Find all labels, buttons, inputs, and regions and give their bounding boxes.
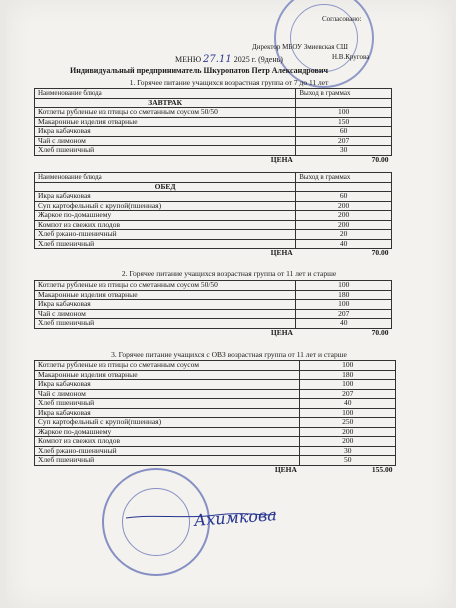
- table-row: Хлеб ржано-пшеничный 20: [35, 230, 392, 240]
- lunch-table: [34, 172, 392, 258]
- price-label: ЦЕНА: [270, 248, 293, 257]
- entrepreneur-name: Индивидуальный предприниматель Шкуропатов Петр Александрович: [70, 66, 328, 75]
- meal-label-lunch: ОБЕД: [35, 182, 296, 192]
- section3-table: [34, 360, 396, 474]
- table-row: Макаронные изделия отварные 180: [35, 370, 396, 380]
- price-label: ЦЕНА: [274, 465, 297, 474]
- approval-line-2: Директор МБОУ Змиевская СШ: [252, 43, 348, 51]
- col-name-header: Наименование блюда: [35, 173, 296, 183]
- table-row: Икра кабачковая 60: [35, 127, 392, 137]
- table-row: Макаронные изделия отварные 150: [35, 117, 392, 127]
- section1-title: 1. Горячее питание учащихся возрастная группа от 7 до 11 лет: [129, 78, 329, 87]
- table-row: Суп картофельный с крупой(пшенная) 250: [35, 418, 396, 428]
- col-name-header: Наименование блюда: [35, 89, 296, 99]
- price-value: 155.00: [371, 465, 393, 474]
- menu-date-line: [6, 54, 452, 65]
- table-row: Котлеты рубленые из птицы со сметанным соусом 50/50 100: [35, 281, 392, 291]
- price-value: 70.00: [371, 155, 389, 164]
- price-label: ЦЕНА: [270, 328, 293, 337]
- table-row: Хлеб пшеничный 40: [35, 399, 396, 409]
- price-value: 70.00: [371, 248, 389, 257]
- table-row: Макаронные изделия отварные 180: [35, 290, 392, 300]
- table-row: Икра кабачковая 100: [35, 408, 396, 418]
- table-row: Компот из свежих плодов 200: [35, 437, 396, 447]
- col-output-header: Выход в граммах: [296, 173, 392, 183]
- table-row: Чай с лимоном 207: [35, 309, 392, 319]
- table-row: Суп картофельный с крупой(пшенная) 200: [35, 201, 392, 211]
- section3-title: 3. Горячее питание учащихся с ОВЗ возрастная группа от 11 лет и старше: [111, 350, 347, 359]
- table-row: Хлеб пшеничный 40: [35, 239, 392, 249]
- table-row: Икра кабачковая 60: [35, 192, 392, 202]
- table-row: Икра кабачковая 100: [35, 380, 396, 390]
- col-output-header: Выход в граммах: [296, 89, 392, 99]
- signature: Ахимкова: [193, 505, 278, 530]
- approval-line-3: Н.В.Кругова: [332, 53, 370, 61]
- table-row: Чай с лимоном 207: [35, 136, 392, 146]
- menu-year: 2025 г. (9день): [233, 55, 283, 64]
- price-value: 70.00: [371, 328, 389, 337]
- approval-line-1: Согласовано:: [322, 15, 362, 23]
- table-row: Жаркое по-домашнему 200: [35, 211, 392, 221]
- table-row: Чай с лимоном 207: [35, 389, 396, 399]
- breakfast-table: [34, 88, 392, 164]
- table-row: Хлеб пшеничный 40: [35, 319, 392, 329]
- table-row: Хлеб пшеничный 30: [35, 146, 392, 156]
- menu-prefix: МЕНЮ: [175, 55, 202, 64]
- price-label: ЦЕНА: [270, 155, 293, 164]
- table-row: Икра кабачковая 100: [35, 300, 392, 310]
- table-row: Жаркое по-домашнему 200: [35, 427, 396, 437]
- table-row: Хлеб ржано-пшеничный 30: [35, 446, 396, 456]
- table-row: Котлеты рубленые из птицы со сметанным соусом 50/50 100: [35, 108, 392, 118]
- menu-date-handwritten: 27.11: [203, 54, 232, 65]
- table-row: Котлеты рубленые из птицы со сметанным соусом 100: [35, 361, 396, 371]
- table-row: Компот из свежих плодов 200: [35, 220, 392, 230]
- section2-title: 2. Горячее питание учащихся возрастная группа от 11 лет и старше: [121, 269, 337, 278]
- section2-table: [34, 280, 392, 337]
- menu-document: [6, 0, 452, 608]
- meal-label-breakfast: ЗАВТРАК: [35, 98, 296, 108]
- table-row: Хлеб пшеничный 50: [35, 456, 396, 466]
